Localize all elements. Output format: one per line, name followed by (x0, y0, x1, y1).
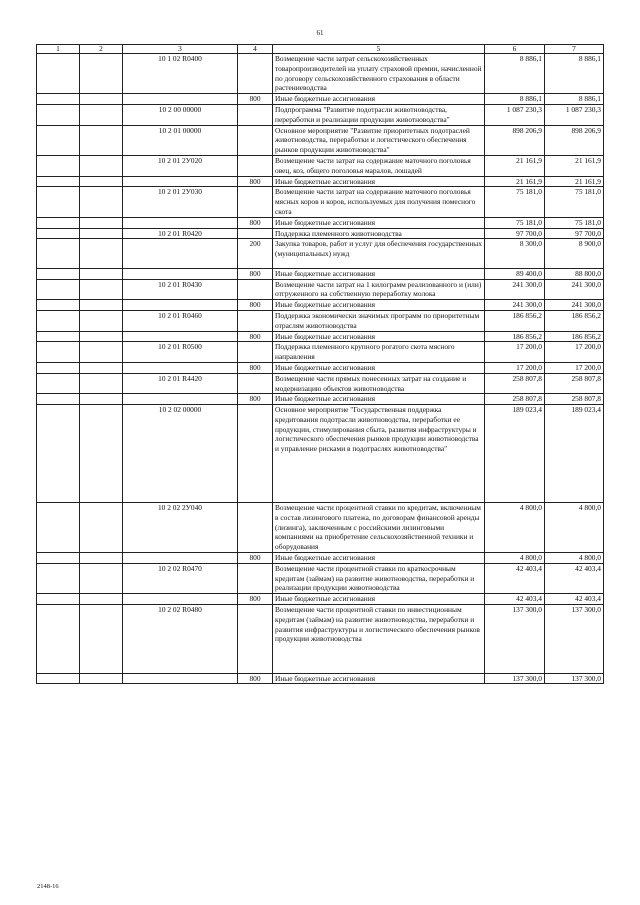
cell-col-5: Возмещение части процентной ставки по краткосрочным кредитам (займам) на развитие животноводства, переработки и реализации продукции животноводства (273, 563, 485, 593)
cell-col-7: 137 300,0 (545, 605, 604, 674)
cell-col-5: Возмещение части затрат на содержание маточного поголовья овец, коз, общего поголовья маралов, лошадей (273, 155, 485, 176)
table-row (37, 228, 604, 239)
cell-col-1 (37, 673, 80, 684)
cell-col-5: Иные бюджетные ассигнования (273, 331, 485, 342)
table-row (37, 405, 604, 503)
budget-table (36, 44, 604, 684)
cell-col-1 (37, 104, 80, 125)
cell-col-2 (80, 563, 123, 593)
cell-col-2 (80, 239, 123, 268)
cell-col-1 (37, 279, 80, 300)
cell-col-1 (37, 373, 80, 394)
table-row (37, 563, 604, 593)
cell-col-2 (80, 362, 123, 373)
cell-col-5: Возмещение части затрат сельскохозяйственных товаропроизводителей на уплату страховой премии, начисленной по договору сельскохозяйственного страхования в области растениеводства (273, 54, 485, 94)
table-row (37, 673, 604, 684)
cell-col-7: 75 181,0 (545, 217, 604, 228)
cell-col-6: 89 400,0 (485, 268, 545, 279)
cell-col-5: Иные бюджетные ассигнования (273, 673, 485, 684)
cell-col-7: 189 023,4 (545, 405, 604, 503)
cell-col-3: 10 2 01 2У030 (123, 187, 238, 217)
cell-col-6: 8 300,0 (485, 239, 545, 268)
cell-col-2 (80, 125, 123, 155)
cell-col-5: Иные бюджетные ассигнования (273, 594, 485, 605)
cell-col-1 (37, 54, 80, 94)
cell-col-5: Иные бюджетные ассигнования (273, 268, 485, 279)
cell-col-1 (37, 239, 80, 268)
cell-col-3: 10 2 02 2У040 (123, 503, 238, 553)
cell-col-2 (80, 104, 123, 125)
header-cell: 1 (37, 45, 80, 54)
cell-col-3 (123, 217, 238, 228)
cell-col-5: Возмещение части процентной ставки по кредитам, включенным в состав лизингового платежа, по договорам финансовой аренды (лизинга), заключенным с российскими лизинговыми компаниями на приобретение сельскохозяйственной техники и оборудования (273, 503, 485, 553)
cell-col-4: 800 (238, 673, 273, 684)
cell-col-4 (238, 373, 273, 394)
cell-col-4 (238, 279, 273, 300)
cell-col-7: 258 807,8 (545, 394, 604, 405)
cell-col-2 (80, 217, 123, 228)
cell-col-5: Подпрограмма "Развитие подотрасли животноводства, переработки и реализации продукции животноводства" (273, 104, 485, 125)
header-cell: 2 (80, 45, 123, 54)
cell-col-2 (80, 94, 123, 105)
cell-col-1 (37, 605, 80, 674)
cell-col-1 (37, 362, 80, 373)
table-row (37, 94, 604, 105)
header-cell: 5 (273, 45, 485, 54)
cell-col-1 (37, 594, 80, 605)
table-row (37, 217, 604, 228)
cell-col-2 (80, 268, 123, 279)
cell-col-1 (37, 268, 80, 279)
header-cell: 4 (238, 45, 273, 54)
cell-col-7: 186 856,2 (545, 331, 604, 342)
cell-col-3: 10 2 02 00000 (123, 405, 238, 503)
header-cell: 7 (545, 45, 604, 54)
cell-col-7: 1 087 230,3 (545, 104, 604, 125)
cell-col-2 (80, 553, 123, 564)
table-row (37, 594, 604, 605)
cell-col-3 (123, 673, 238, 684)
table-row (37, 331, 604, 342)
cell-col-6: 42 403,4 (485, 594, 545, 605)
cell-col-7: 21 161,9 (545, 176, 604, 187)
cell-col-6: 8 886,1 (485, 54, 545, 94)
table-row (37, 239, 604, 268)
cell-col-5: Иные бюджетные ассигнования (273, 394, 485, 405)
cell-col-6: 8 886,1 (485, 94, 545, 105)
cell-col-2 (80, 176, 123, 187)
cell-col-3 (123, 594, 238, 605)
cell-col-2 (80, 373, 123, 394)
cell-col-4: 800 (238, 268, 273, 279)
table-row (37, 279, 604, 300)
header-cell: 6 (485, 45, 545, 54)
cell-col-6: 21 161,9 (485, 155, 545, 176)
cell-col-5: Возмещение части затрат на содержание маточного поголовья мясных коров и коров, используемых для получения помесного скота (273, 187, 485, 217)
cell-col-5: Основное мероприятие "Развитие приоритетных подотраслей животноводства, переработки и логистического обеспечения рынков продукции животноводства" (273, 125, 485, 155)
cell-col-1 (37, 503, 80, 553)
cell-col-7: 186 856,2 (545, 310, 604, 331)
cell-col-4 (238, 155, 273, 176)
cell-col-4 (238, 104, 273, 125)
cell-col-6: 189 023,4 (485, 405, 545, 503)
cell-col-7: 8 900,0 (545, 239, 604, 268)
table-row (37, 104, 604, 125)
cell-col-4 (238, 125, 273, 155)
cell-col-7: 88 800,0 (545, 268, 604, 279)
cell-col-6: 137 300,0 (485, 605, 545, 674)
table-row (37, 176, 604, 187)
cell-col-3 (123, 394, 238, 405)
cell-col-3: 10 2 01 2У020 (123, 155, 238, 176)
cell-col-5: Иные бюджетные ассигнования (273, 300, 485, 311)
cell-col-5: Закупка товаров, работ и услуг для обеспечения государственных (муниципальных) нужд (273, 239, 485, 268)
cell-col-1 (37, 310, 80, 331)
cell-col-6: 97 700,0 (485, 228, 545, 239)
cell-col-1 (37, 300, 80, 311)
table-row (37, 503, 604, 553)
cell-col-3: 10 2 01 R0460 (123, 310, 238, 331)
cell-col-1 (37, 563, 80, 593)
cell-col-6: 186 856,2 (485, 310, 545, 331)
cell-col-5: Основное мероприятие "Государственная поддержка кредитования подотрасли животноводства, переработки ее продукции, стимулирования сбыта, развития инфраструктуры и логистического обеспечения рынков продукции животноводства и управление рисками в подотраслях животноводства" (273, 405, 485, 503)
cell-col-6: 1 087 230,3 (485, 104, 545, 125)
cell-col-7: 258 807,8 (545, 373, 604, 394)
cell-col-1 (37, 331, 80, 342)
cell-col-2 (80, 405, 123, 503)
cell-col-7: 8 886,1 (545, 54, 604, 94)
cell-col-6: 4 800,0 (485, 503, 545, 553)
cell-col-3 (123, 300, 238, 311)
cell-col-3: 10 2 01 R4420 (123, 373, 238, 394)
cell-col-6: 258 807,8 (485, 394, 545, 405)
table-row (37, 310, 604, 331)
cell-col-5: Поддержка экономически значимых программ по приоритетным отраслям животноводства (273, 310, 485, 331)
cell-col-1 (37, 342, 80, 363)
cell-col-1 (37, 394, 80, 405)
cell-col-6: 17 200,0 (485, 342, 545, 363)
cell-col-3 (123, 239, 238, 268)
table-row (37, 553, 604, 564)
cell-col-2 (80, 187, 123, 217)
cell-col-1 (37, 187, 80, 217)
cell-col-2 (80, 503, 123, 553)
table-row (37, 394, 604, 405)
cell-col-3: 10 2 00 00000 (123, 104, 238, 125)
page-number: 61 (316, 29, 324, 37)
cell-col-7: 75 181,0 (545, 187, 604, 217)
cell-col-7: 241 300,0 (545, 300, 604, 311)
cell-col-3 (123, 553, 238, 564)
cell-col-7: 17 200,0 (545, 362, 604, 373)
cell-col-7: 137 300,0 (545, 673, 604, 684)
cell-col-6: 42 403,4 (485, 563, 545, 593)
cell-col-2 (80, 54, 123, 94)
cell-col-4: 800 (238, 594, 273, 605)
cell-col-4 (238, 310, 273, 331)
cell-col-4: 800 (238, 300, 273, 311)
cell-col-7: 17 200,0 (545, 342, 604, 363)
cell-col-5: Возмещение части затрат на 1 килограмм реализованного и (или) отгруженного на собственную переработку молока (273, 279, 485, 300)
cell-col-4: 800 (238, 394, 273, 405)
cell-col-4: 800 (238, 176, 273, 187)
cell-col-6: 186 856,2 (485, 331, 545, 342)
cell-col-3 (123, 362, 238, 373)
cell-col-7: 4 800,0 (545, 503, 604, 553)
cell-col-3: 10 2 02 R0470 (123, 563, 238, 593)
cell-col-2 (80, 331, 123, 342)
table-row (37, 605, 604, 674)
cell-col-2 (80, 155, 123, 176)
cell-col-2 (80, 279, 123, 300)
cell-col-6: 21 161,9 (485, 176, 545, 187)
table-row (37, 54, 604, 94)
table-row (37, 155, 604, 176)
cell-col-4: 800 (238, 331, 273, 342)
cell-col-6: 258 807,8 (485, 373, 545, 394)
cell-col-7: 42 403,4 (545, 594, 604, 605)
cell-col-3 (123, 94, 238, 105)
cell-col-5: Возмещение части процентной ставки по инвестиционным кредитам (займам) на развитие животноводства, переработки и развития инфраструктуры и логистического обеспечения рынков продукции животноводства (273, 605, 485, 674)
cell-col-7: 898 206,9 (545, 125, 604, 155)
cell-col-7: 97 700,0 (545, 228, 604, 239)
cell-col-4: 800 (238, 553, 273, 564)
cell-col-2 (80, 394, 123, 405)
cell-col-2 (80, 342, 123, 363)
cell-col-3: 10 2 01 00000 (123, 125, 238, 155)
cell-col-5: Возмещение части прямых понесенных затрат на создание и модернизацию объектов животноводства (273, 373, 485, 394)
table-row (37, 362, 604, 373)
cell-col-3 (123, 268, 238, 279)
cell-col-3: 10 1 02 R0400 (123, 54, 238, 94)
cell-col-6: 241 300,0 (485, 279, 545, 300)
cell-col-7: 42 403,4 (545, 563, 604, 593)
cell-col-1 (37, 228, 80, 239)
cell-col-6: 17 200,0 (485, 362, 545, 373)
table-row (37, 268, 604, 279)
footer-code: 2148-16 (37, 883, 59, 890)
cell-col-6: 898 206,9 (485, 125, 545, 155)
cell-col-4 (238, 563, 273, 593)
cell-col-4 (238, 54, 273, 94)
cell-col-1 (37, 94, 80, 105)
cell-col-2 (80, 673, 123, 684)
cell-col-3: 10 2 01 R0500 (123, 342, 238, 363)
cell-col-6: 75 181,0 (485, 217, 545, 228)
cell-col-3 (123, 176, 238, 187)
cell-col-7: 241 300,0 (545, 279, 604, 300)
cell-col-1 (37, 155, 80, 176)
cell-col-3: 10 2 02 R0480 (123, 605, 238, 674)
cell-col-2 (80, 605, 123, 674)
cell-col-1 (37, 125, 80, 155)
cell-col-1 (37, 217, 80, 228)
cell-col-4: 800 (238, 362, 273, 373)
cell-col-2 (80, 300, 123, 311)
cell-col-3 (123, 331, 238, 342)
cell-col-4 (238, 405, 273, 503)
cell-col-6: 137 300,0 (485, 673, 545, 684)
cell-col-5: Иные бюджетные ассигнования (273, 553, 485, 564)
cell-col-6: 4 800,0 (485, 553, 545, 564)
cell-col-5: Иные бюджетные ассигнования (273, 94, 485, 105)
table-row (37, 125, 604, 155)
cell-col-3: 10 2 01 R0420 (123, 228, 238, 239)
header-row (37, 45, 604, 54)
cell-col-6: 75 181,0 (485, 187, 545, 217)
table-row (37, 373, 604, 394)
cell-col-1 (37, 553, 80, 564)
cell-col-4 (238, 228, 273, 239)
table-row (37, 300, 604, 311)
cell-col-5: Иные бюджетные ассигнования (273, 217, 485, 228)
cell-col-7: 21 161,9 (545, 155, 604, 176)
cell-col-4 (238, 503, 273, 553)
header-cell: 3 (123, 45, 238, 54)
cell-col-4 (238, 605, 273, 674)
cell-col-7: 8 886,1 (545, 94, 604, 105)
cell-col-3: 10 2 01 R0430 (123, 279, 238, 300)
cell-col-4: 200 (238, 239, 273, 268)
cell-col-2 (80, 310, 123, 331)
cell-col-6: 241 300,0 (485, 300, 545, 311)
cell-col-4: 800 (238, 217, 273, 228)
cell-col-4 (238, 342, 273, 363)
cell-col-4: 800 (238, 94, 273, 105)
table-row (37, 342, 604, 363)
cell-col-5: Поддержка племенного крупного рогатого скота мясного направления (273, 342, 485, 363)
cell-col-1 (37, 176, 80, 187)
table-row (37, 187, 604, 217)
cell-col-5: Иные бюджетные ассигнования (273, 176, 485, 187)
cell-col-1 (37, 405, 80, 503)
cell-col-2 (80, 594, 123, 605)
cell-col-7: 4 800,0 (545, 553, 604, 564)
cell-col-5: Иные бюджетные ассигнования (273, 362, 485, 373)
cell-col-2 (80, 228, 123, 239)
cell-col-4 (238, 187, 273, 217)
cell-col-5: Поддержка племенного животноводства (273, 228, 485, 239)
